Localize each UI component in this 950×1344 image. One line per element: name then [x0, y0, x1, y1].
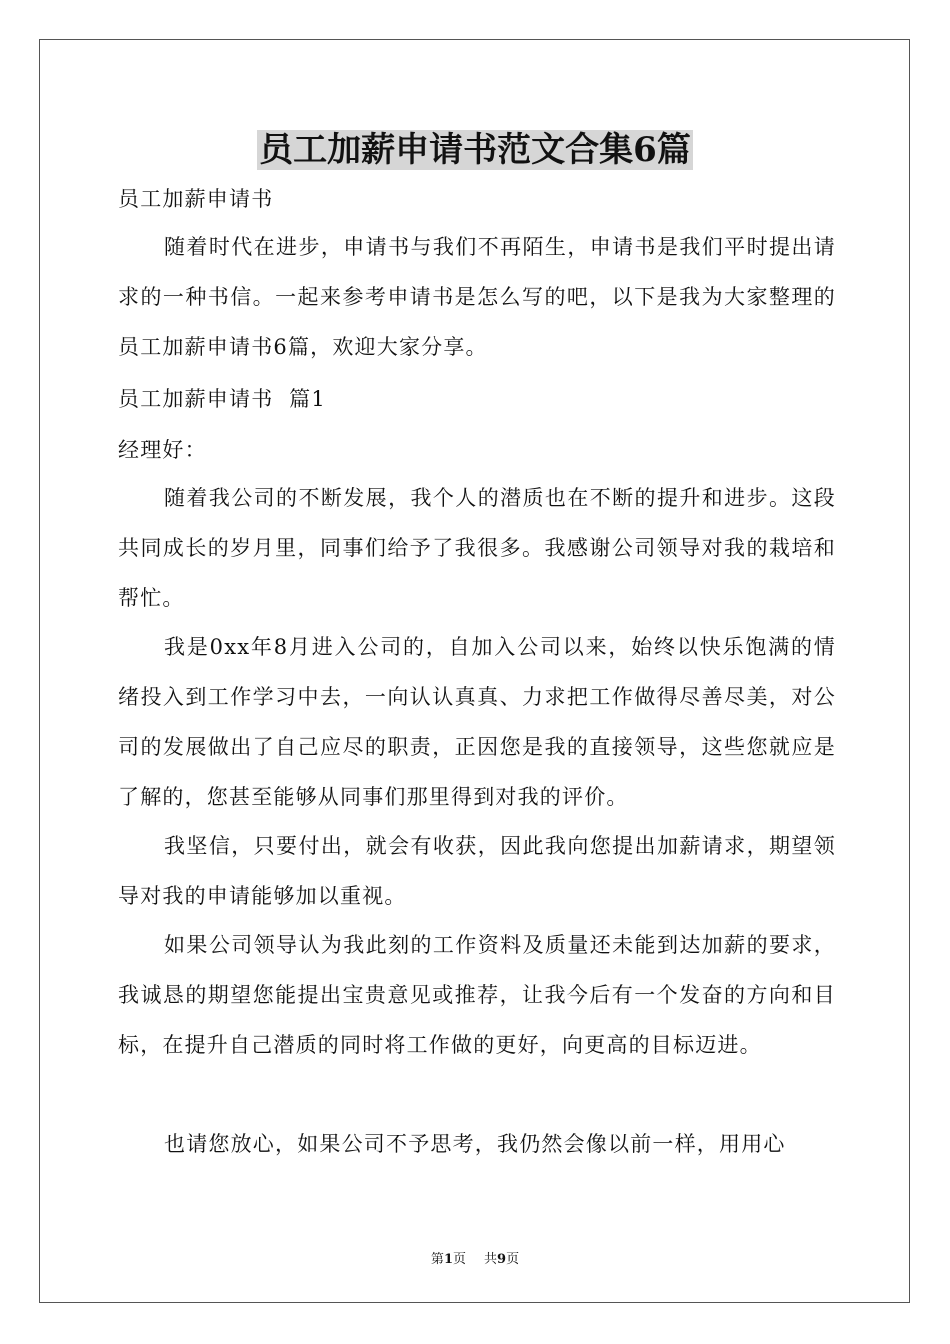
- intro-paragraph: 随着时代在进步，申请书与我们不再陌生，申请书是我们平时提出请求的一种书信。一起来参考申请书是怎么写的吧，以下是我为大家整理的员工加薪申请书6篇，欢迎大家分享。: [118, 235, 836, 359]
- section-heading: 员工加薪申请书 篇1: [118, 387, 326, 411]
- body-paragraph-3: 我坚信，只要付出，就会有收获，因此我向您提出加薪请求，期望领导对我的申请能够加以重视。: [118, 834, 836, 908]
- body-paragraph-4: 如果公司领导认为我此刻的工作资料及质量还未能到达加薪的要求，我诚恳的期望您能提出宝贵意见或推荐，让我今后有一个发奋的方向和目标，在提升自己潜质的同时将工作做的更好，向更高的目标迈进。: [118, 933, 836, 1057]
- document-title: [0, 128, 950, 172]
- page-footer: [0, 1248, 950, 1267]
- total-prefix: 共: [484, 1252, 498, 1267]
- body-paragraph-5: 也请您放心，如果公司不予思考，我仍然会像以前一样，用用心: [164, 1132, 786, 1156]
- total-suffix: 页: [506, 1252, 520, 1267]
- document-title-text: 员工加薪申请书范文合集6篇: [259, 130, 691, 170]
- subtitle: 员工加薪申请书: [118, 187, 274, 211]
- salutation: 经理好：: [118, 438, 207, 462]
- current-page-number: 1: [443, 1252, 453, 1267]
- body-paragraph-1: 随着我公司的不断发展，我个人的潜质也在不断的提升和进步。这段共同成长的岁月里，同事们给予了我很多。我感谢公司领导对我的栽培和帮忙。: [118, 486, 836, 610]
- page-prefix: 第: [430, 1252, 444, 1267]
- page-suffix: 页: [452, 1252, 466, 1267]
- total-page-number: 9: [497, 1252, 507, 1267]
- body-paragraph-2: 我是0xx年8月进入公司的，自加入公司以来，始终以快乐饱满的情绪投入到工作学习中去，一向认认真真、力求把工作做得尽善尽美，对公司的发展做出了自己应尽的职责，正因您是我的直接领导，这些您就应是了解的，您甚至能够从同事们那里得到对我的评价。: [118, 635, 836, 809]
